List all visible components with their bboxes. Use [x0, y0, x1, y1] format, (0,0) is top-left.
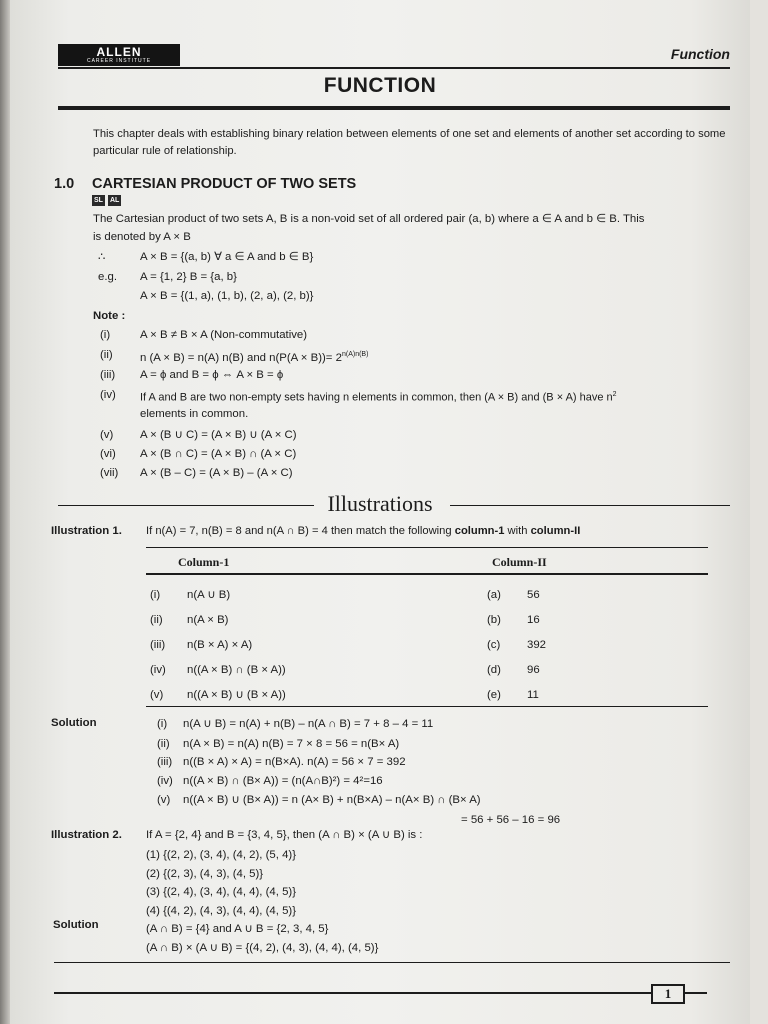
- book-spine-shadow: [0, 0, 10, 1024]
- note-text: A × (B ∩ C) = (A × B) ∩ (A × C): [140, 448, 297, 460]
- solution-step-text: n((A × B) ∩ (B× A)) = (n(A∩B)²) = 4²=16: [183, 775, 383, 787]
- solution-step-num: (v): [157, 794, 171, 806]
- table-row-left: n((A × B) ∪ (B × A)): [187, 689, 286, 701]
- solution-2-line-1: (A ∩ B) = {4} and A ∪ B = {2, 3, 4, 5}: [146, 923, 329, 935]
- note-text: A × (B ∪ C) = (A × B) ∪ (A × C): [140, 429, 297, 441]
- solution-step-num: (iii): [157, 756, 173, 768]
- note-num: (iv): [100, 389, 116, 401]
- table-row-opt: (b): [487, 614, 501, 626]
- table-row-left: n(A ∪ B): [187, 589, 231, 601]
- table-row-opt: (e): [487, 689, 501, 701]
- solution-step-num: (iv): [157, 775, 173, 787]
- table-row-right: 16: [527, 614, 540, 626]
- note-text: n (A × B) = n(A) n(B) and $n(P(A \times B))= 2^{n(A)n(B)}$: [140, 351, 369, 364]
- solution-1-label: Solution: [51, 717, 97, 729]
- badge-sl: SL: [94, 197, 103, 204]
- table-row-num: (i): [150, 589, 161, 601]
- table-row-right: 96: [527, 664, 540, 676]
- therefore-symbol: ∴: [98, 251, 106, 263]
- title-rule: [58, 106, 730, 110]
- definition-line-2: is denoted by A × B: [93, 231, 191, 243]
- header-rule: [58, 67, 730, 69]
- note-num: (i): [100, 329, 111, 341]
- solution-2-line-2: (A ∩ B) × (A ∪ B) = {(4, 2), (4, 3), (4, 4), (4, 5)}: [146, 942, 379, 954]
- table-row-right: 56: [527, 589, 540, 601]
- note-text: A × B ≠ B × A (Non-commutative): [140, 329, 308, 341]
- table-row-num: (iv): [150, 664, 166, 676]
- note-num: (v): [100, 429, 114, 441]
- chapter-title: FUNCTION: [323, 74, 437, 97]
- table-header-left: Column-1: [178, 555, 230, 569]
- section-heading: 1.0 CARTESIAN PRODUCT OF TWO SETS: [54, 176, 357, 192]
- option-4: (4) {(4, 2), (4, 3), (4, 4), (4, 5)}: [146, 905, 297, 917]
- solution-step-text: n((A × B) ∪ (B× A)) = n (A× B) + n(B×A) – n(A× B) ∩ (B× A): [183, 794, 481, 806]
- table-row-left: n(B × A) × A): [187, 639, 253, 651]
- note-text: If A and B are two non-empty sets having n elements in common, then (A × B) and (B × A) have $n^2$: [140, 391, 617, 404]
- table-bottom-rule: [146, 706, 708, 707]
- note-text: A = ϕ and B = ϕ ⇔ A × B = ϕ: [140, 369, 284, 381]
- badge-al: AL: [109, 197, 120, 204]
- illustrations-heading: Illustrations: [327, 491, 433, 516]
- note-text: A × (B – C) = (A × B) – (A × C): [140, 467, 293, 479]
- allen-logo: ALLEN CAREER INSTITUTE: [58, 44, 180, 66]
- table-row-right: 392: [527, 639, 547, 651]
- table-row-left: n((A × B) ∩ (B × A)): [187, 664, 286, 676]
- footer-rule-upper: [54, 962, 730, 963]
- eg-label: e.g.: [98, 271, 117, 283]
- table-top-rule: [146, 547, 708, 548]
- solution-step-text-continued: = 56 + 56 – 16 = 96: [461, 814, 561, 826]
- footer-rule-right: [685, 992, 707, 994]
- definition-line-1: The Cartesian product of two sets A, B is a non-void set of all ordered pair (a, b) where a ∈ A and b ∈ B. This: [93, 213, 645, 225]
- table-header-rule: [146, 573, 708, 575]
- note-label: Note :: [93, 310, 126, 322]
- table-row-opt: (d): [487, 664, 501, 676]
- table-row-num: (iii): [150, 639, 166, 651]
- page-number: 1: [651, 984, 685, 1004]
- illustration-1-label: Illustration 1.: [51, 525, 122, 537]
- note-text-continued: elements in common.: [140, 408, 249, 420]
- eg-line-2: A × B = {(1, a), (1, b), (2, a), (2, b)}: [140, 290, 314, 302]
- note-num: (vii): [100, 467, 119, 479]
- table-row-num: (ii): [150, 614, 163, 626]
- illustration-2-label: Illustration 2.: [51, 829, 122, 841]
- option-1: (1) {(2, 2), (3, 4), (4, 2), (5, 4)}: [146, 849, 297, 861]
- eg-line-1: A = {1, 2} B = {a, b}: [140, 271, 237, 283]
- table-header-right: Column-II: [492, 555, 547, 569]
- solution-step-text: n((B × A) × A) = n(B×A). n(A) = 56 × 7 = 392: [183, 756, 406, 768]
- note-num: (ii): [100, 349, 113, 361]
- level-badges: [92, 195, 121, 206]
- solution-2-label: Solution: [53, 919, 99, 931]
- illustration-1-question: If n(A) = 7, n(B) = 8 and n(A ∩ B) = 4 then match the following column-1 with column-II: [146, 525, 581, 537]
- intro-paragraph: This chapter deals with establishing binary relation between elements of one set and elements of another set according to some particular rule of relationship.: [93, 128, 726, 157]
- table-row-num: (v): [150, 689, 164, 701]
- table-row-left: n(A × B): [187, 614, 229, 626]
- textbook-page: [10, 0, 750, 1024]
- illustrations-rule-right: [450, 505, 730, 506]
- solution-step-num: (ii): [157, 738, 170, 750]
- solution-step-num: (i): [157, 718, 168, 730]
- note-num: (vi): [100, 448, 116, 460]
- table-row-opt: (a): [487, 589, 501, 601]
- running-head: Function: [670, 46, 730, 62]
- table-row-right: 11: [527, 689, 539, 701]
- table-row-opt: (c): [487, 639, 501, 651]
- note-num: (iii): [100, 369, 116, 381]
- solution-step-text: n(A × B) = n(A) n(B) = 7 × 8 = 56 = n(B× A): [183, 738, 400, 750]
- option-3: (3) {(2, 4), (3, 4), (4, 4), (4, 5)}: [146, 886, 297, 898]
- footer-rule-left: [54, 992, 651, 994]
- cartesian-formula: A × B = {(a, b) ∀ a ∈ A and b ∈ B}: [140, 251, 314, 263]
- illustration-2-question: If A = {2, 4} and B = {3, 4, 5}, then (A ∩ B) × (A ∪ B) is :: [146, 829, 423, 841]
- solution-step-text: n(A ∪ B) = n(A) + n(B) – n(A ∩ B) = 7 + 8 – 4 = 11: [183, 718, 434, 730]
- option-2: (2) {(2, 3), (4, 3), (4, 5)}: [146, 868, 264, 880]
